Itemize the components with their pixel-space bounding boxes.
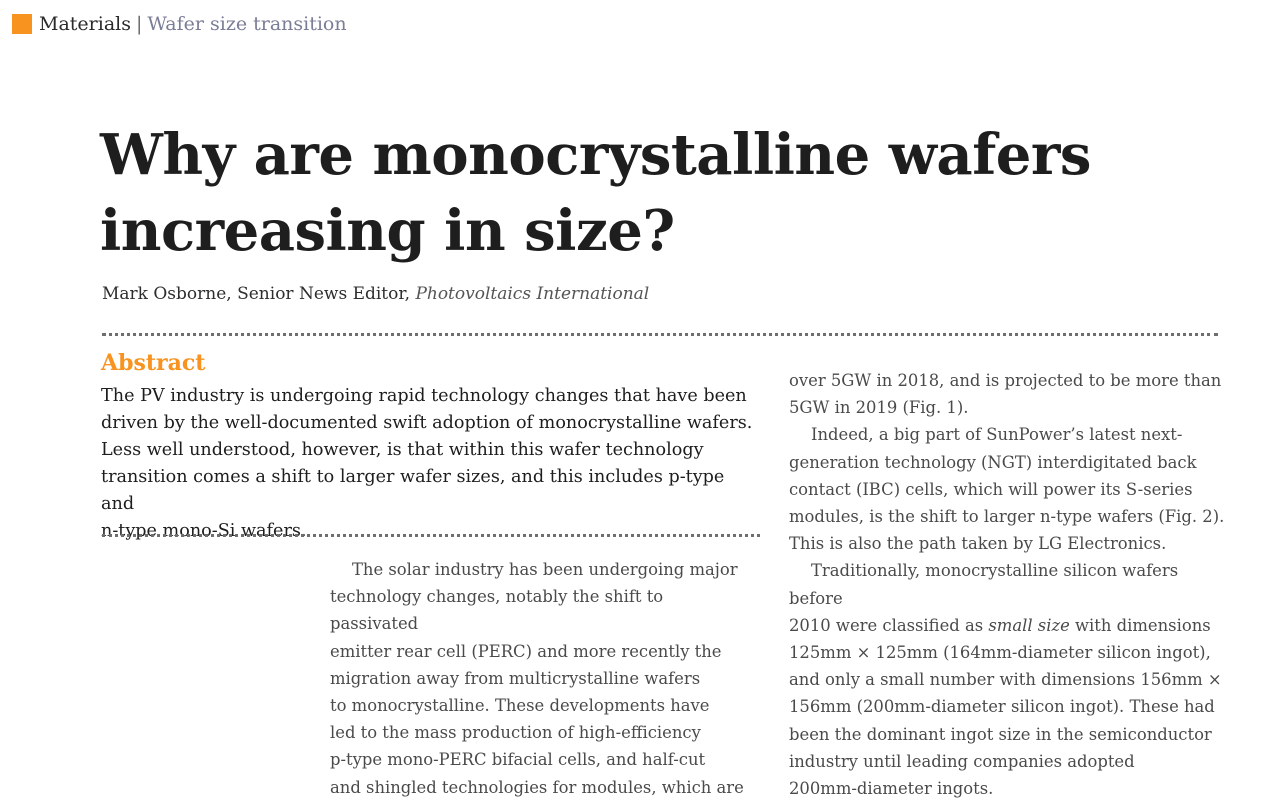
body-line: migration away from multicrystalline wafers: [330, 668, 701, 688]
title-line: increasing in size?: [100, 198, 675, 264]
body-paragraph: [789, 421, 1229, 557]
abstract-line: Less well understood, however, is that within this wafer technology: [101, 440, 704, 460]
body-line: p-type mono-PERC bifacial cells, and half-cut: [330, 750, 706, 770]
body-line: led to the mass production of high-efficiency: [330, 723, 701, 743]
author: Mark Osborne, Senior News Editor,: [102, 284, 411, 304]
abstract-line: n-type mono-Si wafers.: [101, 521, 307, 541]
emphasis-small-size: small size: [988, 615, 1070, 635]
byline: [102, 284, 649, 304]
body-line: Traditionally, monocrystalline silicon wafers before: [789, 561, 1179, 608]
section-topic: Wafer size transition: [147, 13, 347, 35]
section-name: Materials: [39, 13, 131, 35]
body-column-right: [789, 367, 1229, 802]
abstract-heading: Abstract: [101, 350, 206, 376]
abstract-line: transition comes a shift to larger wafer sizes, and this includes p-type and: [101, 467, 725, 514]
abstract-line: The PV industry is undergoing rapid technology changes that have been: [101, 386, 747, 406]
section-marker-square: [12, 14, 32, 34]
body-line: technology changes, notably the shift to passivated: [330, 587, 664, 634]
body-line: The solar industry has been undergoing major: [352, 560, 738, 579]
body-line: Indeed, a big part of SunPower’s latest next-: [811, 425, 1183, 445]
section-header: [12, 10, 347, 38]
body-line: 200mm-diameter ingots.: [789, 779, 994, 799]
body-line: and only a small number with dimensions 156mm ×: [789, 670, 1222, 690]
body-line: This is also the path taken by LG Electronics.: [789, 534, 1167, 554]
body-line-segment: with dimensions: [1069, 615, 1211, 635]
abstract-line: driven by the well-documented swift adoption of monocrystalline wafers.: [101, 413, 753, 433]
publication: Photovoltaics International: [415, 284, 650, 304]
body-line: 125mm × 125mm (164mm-diameter silicon ingot),: [789, 643, 1211, 663]
body-paragraph: [330, 556, 750, 801]
body-line: and shingled technologies for modules, which are: [330, 777, 744, 797]
body-line: to monocrystalline. These developments have: [330, 696, 710, 716]
body-line: generation technology (NGT) interdigitated back: [789, 452, 1197, 472]
dotted-divider-abstract: [102, 534, 760, 537]
body-paragraph: [789, 557, 1229, 802]
title-line: Why are monocrystalline wafers: [100, 122, 1091, 188]
body-line: been the dominant ingot size in the semiconductor: [789, 724, 1212, 744]
abstract-text: [101, 383, 757, 545]
body-column-left: [330, 556, 750, 801]
body-line: over 5GW in 2018, and is projected to be more than: [789, 371, 1222, 390]
article-title: [100, 117, 1180, 269]
body-line: industry until leading companies adopted: [789, 751, 1135, 771]
body-line: 5GW in 2019 (Fig. 1).: [789, 398, 969, 418]
dotted-divider-top: [102, 333, 1218, 336]
body-paragraph: [789, 367, 1229, 421]
body-line-segment: 2010 were classified as: [789, 615, 989, 635]
body-line: contact (IBC) cells, which will power its S-series: [789, 479, 1193, 499]
body-line: 156mm (200mm-diameter silicon ingot). These had: [789, 697, 1215, 717]
body-line: modules, is the shift to larger n-type wafers (Fig. 2).: [789, 507, 1225, 527]
body-line: emitter rear cell (PERC) and more recently the: [330, 641, 722, 661]
header-separator: |: [135, 13, 143, 35]
